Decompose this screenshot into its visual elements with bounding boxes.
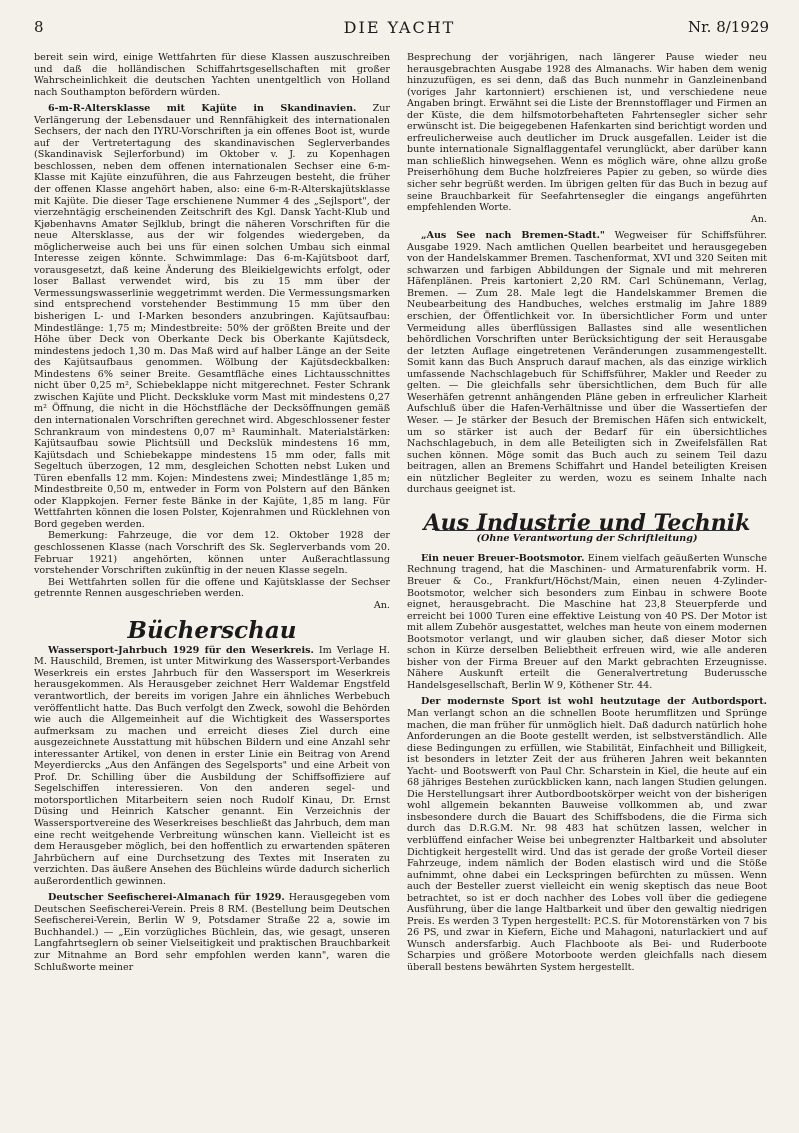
right-column xyxy=(407,52,767,974)
section-heading-buecherschau: Bücherschau xyxy=(127,617,297,645)
sechs-signature: An. xyxy=(373,599,390,611)
breuer-title: Ein neuer Breuer-Bootsmotor. xyxy=(421,552,585,564)
autbord-title: Der modernste Sport ist wohl heutzutage der Autbordsport. xyxy=(421,696,767,708)
intro-paragraph: bereit sein wird, einige Wettfahrten für diese Klassen auszuschreiben und daß die holländischen Schiffahrtsgesellschaften mit großer Wahrscheinlichkeit die deutschen Yachten unentgeltlich von Holland nach Southampton befördern würden. xyxy=(34,52,390,98)
weser-body: Im Verlage H. M. Hauschild, Bremen, ist unter Mitwirkung des Wassersport-Verbandes Weserkreis ein erstes Jahrbuch für den Wassersport im Weserkreis herausgekommen. Als Herausgeber zeichnet Herr Waldemar Engstfeld verantwortlich, der bereits im vorigen Jahre ein ähnliches Werbebuch veröffentlicht hatte. Das Buch verfolgt den Zweck, sowohl die Behörden wie auch die Allgemeinheit auf die Wichtigkeit des Wassersportes aufmerksam zu machen und erreicht dieses Ziel durch eine ausgezeichnete Ausstattung mit hübschen Bildern und eine Anzahl sehr interessanter Artikel, von denen in erster Linie ein Beitrag von Arend Meyerdiercks „Aus den Anfängen des Segelsports" und eine Arbeit von Prof. Dr. Schilling über die Ausbildung der Schiffsoffiziere auf Segelschiffen interessieren. Von den anderen segel- und motorsportlichen Mitarbeitern seien noch Rudolf Kinau, Dr. Ernst Düsing und Heinrich Katscher genannt. Ein Verzeichnis der Wassersportvereine des Weserkreises beschließt das Jahrbuch, dem man eine recht weitgehende Verbreitung wünschen kann. Vielleicht ist es dem Herausgeber möglich, bei den hoffentlich zu erwartenden späteren Jahrbüchern auf eine Durchsetzung des Textes mit Inseraten zu verzichten. Das äußere Ansehen des Büchleins würde dadurch sicherlich außerordentlich gewinnen. xyxy=(34,644,390,887)
seefischerei-title: Deutscher Seefischerei-Almanach für 1929. xyxy=(48,892,285,904)
sechs-article xyxy=(34,103,390,530)
almanach-continuation: Besprechung der vorjährigen, nach längerer Pause wieder neu herausgebrachten Ausgabe 1928 des Almanachs. Wir haben dem wenig hinzuzufügen, es sei denn, daß das Buch nunmehr in Ganzleinenband (voriges Jahr kartonniert) erschienen ist, und verschiedene neue Angaben bringt. Erwähnt sei die Liste der Brennstofflager und Firmen an der Küste, die dem hilfsmotorbehafteten Fahrtensegler sicher sehr erwünscht ist. Die beigegebenen Hafenkarten sind berichtigt worden und erfreulicherweise auch deutlicher im Druck ausgefallen. Leider ist die bunte internationale Signalflaggentafel verunglückt, aber darüber kann man schließlich hinwegsehen. Wenn es möglich wäre, ohne allzu große Preiserhöhung dem Buche holzfreieres Papier zu geben, so würde dies sicher sehr begrüßt werden. Im übrigen gelten für das Buch in bezug auf seine Brauchbarkeit für Seefahrtensegler die eingangs angeführten empfehlenden Worte. xyxy=(407,52,767,214)
weser-title: Wassersport-Jahrbuch 1929 für den Weserkreis. xyxy=(48,644,314,656)
bremen-body: Wegweiser für Schiffsführer. Ausgabe 1929. Nach amtlichen Quellen bearbeitet und herausgegeben von der Handelskammer Bremen. Taschenformat, XVI und 320 Seiten mit schwarzen und farbigen Abbildungen der Signale und mit mehreren Häfenplänen. Preis kartoniert 2,20 RM. Carl Schünemann, Verlag, Bremen. — Zum 28. Male legt die Handelskammer Bremen die Neubearbeitung des Handbuches, welches erstmalig im Jahre 1889 erschien, der Öffentlichkeit vor. In übersichtlicher Form und unter Vermeidung alles überflüssigen Ballastes sind alle wesentlichen behördlichen Vorschriften unter Berücksichtigung der seit Herausgabe der letzten Auflage eingetretenen Veränderungen zusammengestellt. Somit kann das Buch Anspruch darauf machen, als das einzige wirklich umfassende Nachschlagebuch für Schiffsführer, Makler und Reeder zu gelten. — Die gleichfalls sehr übersichtlichen, dem Buch für alle Weserhäfen getrennt anhängenden Pläne geben in erfreulicher Klarheit Aufschluß über die Hafen-Verhältnisse und über die Wassertiefen der Weser. — Je stärker der Besuch der Bremischen Häfen sich entwickelt, um so stärker ist auch der Bedarf für ein übersichtliches Nachschlagebuch, in dem alle Beteiligten sich in Zweifelsfällen Rat suchen können. Möge somit das Buch auch zu seinem Teil dazu beitragen, allen an Bremens Schiffahrt und Handel beteiligten Kreisen ein nützlicher Begleiter zu werden, wozu es seinem Inhalte nach durchaus geeignet ist. xyxy=(407,230,767,496)
sechs-title: 6-m-R-Altersklasse mit Kajüte in Skandinavien. xyxy=(48,103,357,115)
bremen-review xyxy=(407,230,767,496)
page-title: DIE YACHT xyxy=(343,18,456,37)
weser-review xyxy=(34,645,390,887)
sechs-body: Zur Verlängerung der Lebensdauer und Rennfähigkeit des internationalen Sechsers, der nach den IYRU-Vorschriften ja ein offenes Boot ist, wurde auf der Vertretertagung des skandinavischen Seglerverbandes (Skandinavisk Sejlerforbund) im Oktober v. J. zu Kopenhagen beschlossen, neben dem offenen internationalen Sechser eine 6-m-Klasse mit Kajüte einzuführen, die aus Fahrzeugen besteht, die früher der offenen Klasse angehört haben, also: eine 6-m-R-Alterskajütsklasse mit Kajüte. Die dieser Tage erschienene Nummer 4 des „Sejlsport", der vierzehntägig erscheinenden Zeitschrift des Kgl. Dansk Yacht-Klub und Kjøbenhavns Amatør Sejlklub, bringt die näheren Vorschriften für die neue Altersklasse, aus der wir folgendes wiedergeben, da möglicherweise auch bei uns für einen solchen Umbau sich einmal Interesse zeigen könnte. Schwimmlage: Das 6-m-Kajütsboot darf, vorausgesetzt, daß keine Änderung des Bleikielgewichts erfolgt, oder loser Ballast verwendet wird, bis zu 15 mm über der Vermessungswasserlinie weggetrimmt werden. Die Vermessungsmarken sind entsprechend vorstehender Bestimmung 15 mm über den bisherigen L- und I-Marken besonders anzubringen. Kajütsaufbau: Mindestlänge: 1,75 m; Mindestbreite: 50% der größten Breite und der Höhe über Deck von Oberkante Deck bis Oberkante Kajütsdeck, mindestens jedoch 1,30 m. Das Maß wird auf halber Länge an der Seite des Kajütsaufbaus genommen. Wölbung der Kajütsdeckbalken: Mindestens 6% seiner Breite. Gesamtfläche eines Lichtausschnittes nicht über 0,25 m², Schiebeklappe nicht mitgerechnet. Fester Schrank zwischen Kajüte und Plicht. Deckskluke vorm Mast mit mindestens 0,27 m² Öffnung, die nicht in die Höchstfläche der Decksöffnungen gemäß den internationalen Vorschriften gerechnet wird. Abgeschlossener fester Schrankraum von mindestens 0,07 m³ Rauminhalt. Materialstärken: Kajütsaufbau sowie Plichtsüll und Deckslük mindestens 16 mm, Kajütsdach und Schiebekappe mindestens 15 mm oder, falls mit Segeltuch überzogen, 12 mm, desgleichen Schotten nebst Luken und Türen ebenfalls 12 mm. Kojen: Mindestens zwei; Mindestlänge 1,85 m; Mindestbreite 0,50 m, entweder in Form von Polstern auf den Bänken oder Klappkojen. Ferner feste Bänke in der Kajüte, 1,85 m lang. Für Wettfahrten können die losen Polster, Kojenrahmen und Rücklehnen von Bord gegeben werden. xyxy=(34,103,390,530)
left-column xyxy=(34,52,390,973)
seefischerei-body: Herausgegeben vom Deutschen Seefischerei-Verein. Preis 8 RM. (Bestellung beim Deutschen Seefischerei-Verein, Berlin W 9, Potsdamer Straße 22 a, sowie im Buchhandel.) — „Ein vorzügliches Büchlein, das, wie gesagt, unseren Langfahrtseglern ob seiner Vielseitigkeit und praktischen Brauchbarkeit zur Mitnahme an Bord sehr empfohlen werden kann", waren die Schlußworte meiner xyxy=(34,892,390,973)
almanach-signature: An. xyxy=(750,213,767,225)
sechs-closing-text: Bei Wettfahrten sollen für die offene und Kajütsklasse der Sechser getrennte Rennen ausgeschrieben werden. xyxy=(34,576,390,600)
breuer-article xyxy=(407,553,767,692)
sechs-remark: Bemerkung: Fahrzeuge, die vor dem 12. Oktober 1928 der geschlossenen Klasse (nach Vorschrift des Sk. Seglerverbands vom 20. Februar 1921) angehörten, können unter Außerachtlassung vorstehender Vorschriften zukünftig in der neuen Klasse segeln. xyxy=(34,530,390,577)
section-heading-industrie: Aus Industrie und Technik xyxy=(423,509,751,536)
issue-number: Nr. 8/1929 xyxy=(688,18,769,36)
autbord-article xyxy=(407,696,767,973)
section-subheading-disclaimer: (Ohne Verantwortung der Schriftleitung) xyxy=(476,533,698,545)
autbord-body: Man verlangt schon an die schnellen Boote herumflitzen und Sprünge machen, die man früher für unmöglich hielt. Daß dadurch natürlich hohe Anforderungen an die Boote gestellt werden, ist selbstverständlich. Alle diese Bedingungen zu erfüllen, wie Stabilität, Einfachheit und Billigkeit, ist besonders in letzter Zeit der aus früheren Jahren weit bekannten Yacht- und Bootswerft von Paul Chr. Scharstein in Kiel, die heute auf ein 68 jähriges Bestehen zurückblicken kann, nach langen Studien gelungen. Die Herstellungsart ihrer Autbordbootskörper weicht von der bisherigen wohl allgemein bekannten Bauweise vollkommen ab, und zwar insbesondere durch die Bauart des Schiffsbodens, die die Firma sich durch das D.R.G.M. Nr. 98 483 hat schützen lassen, welcher in verblüffend einfacher Weise bei unbegrenzter Haltbarkeit und absoluter Dichtigkeit hergestellt wird. Und das ist gerade der große Vorteil dieser Fahrzeuge, indem nämlich der Boden elastisch wird und die Stöße aufnimmt, ohne dabei ein Leckspringen befürchten zu müssen. Wenn auch der Besteller zuerst vielleicht ein wenig skeptisch das neue Boot betrachtet, so ist er doch nachher des Lobes voll über die gediegene Ausführung, über die lange Haltbarkeit und über den gewaltig niedrigen Preis. Es werden 3 Typen hergestellt: P.C.S. für Motorenstärken von 7 bis 26 PS, und zwar in Kiefern, Eiche und Mahagoni, naturlackiert und auf Wunsch andersfarbig. Auch Flachboote als Bei- und Ruderboote Scharpies und größere Motorboote werden gleichfalls nach diesem überall bestens bewährten System hergestellt. xyxy=(407,707,767,974)
page-number: 8 xyxy=(34,18,44,36)
breuer-body: Einem vielfach geäußerten Wunsche Rechnung tragend, hat die Maschinen- und Armaturenfabrik vorm. H. Breuer & Co., Frankfurt/Höchst/Main, einen neuen 4-Zylinder-Bootsmotor, welcher sich besonders zum Einbau in schwere Boote eignet, herausgebracht. Die Maschine hat 23,8 Steuerpferde und erreicht bei 1000 Turen eine effektive Leistung von 40 PS. Der Motor ist mit allem Zubehör ausgestattet, welches man heute von einem modernen Bootsmotor verlangt, und wir glauben sicher, daß dieser Motor sich schon in Kürze derselben Beliebtheit erfreuen wird, wie alle anderen bisher von der Firma Breuer auf den Markt gebrachten Erzeugnisse. Nähere Auskunft erteilt die Generalvertretung Buderussche Handelsgesellschaft, Berlin W 9, Köthener Str. 44. xyxy=(407,552,767,691)
sechs-closing xyxy=(34,577,390,600)
bremen-title: „Aus See nach Bremen-Stadt." xyxy=(421,230,605,242)
seefischerei-review xyxy=(34,892,390,973)
